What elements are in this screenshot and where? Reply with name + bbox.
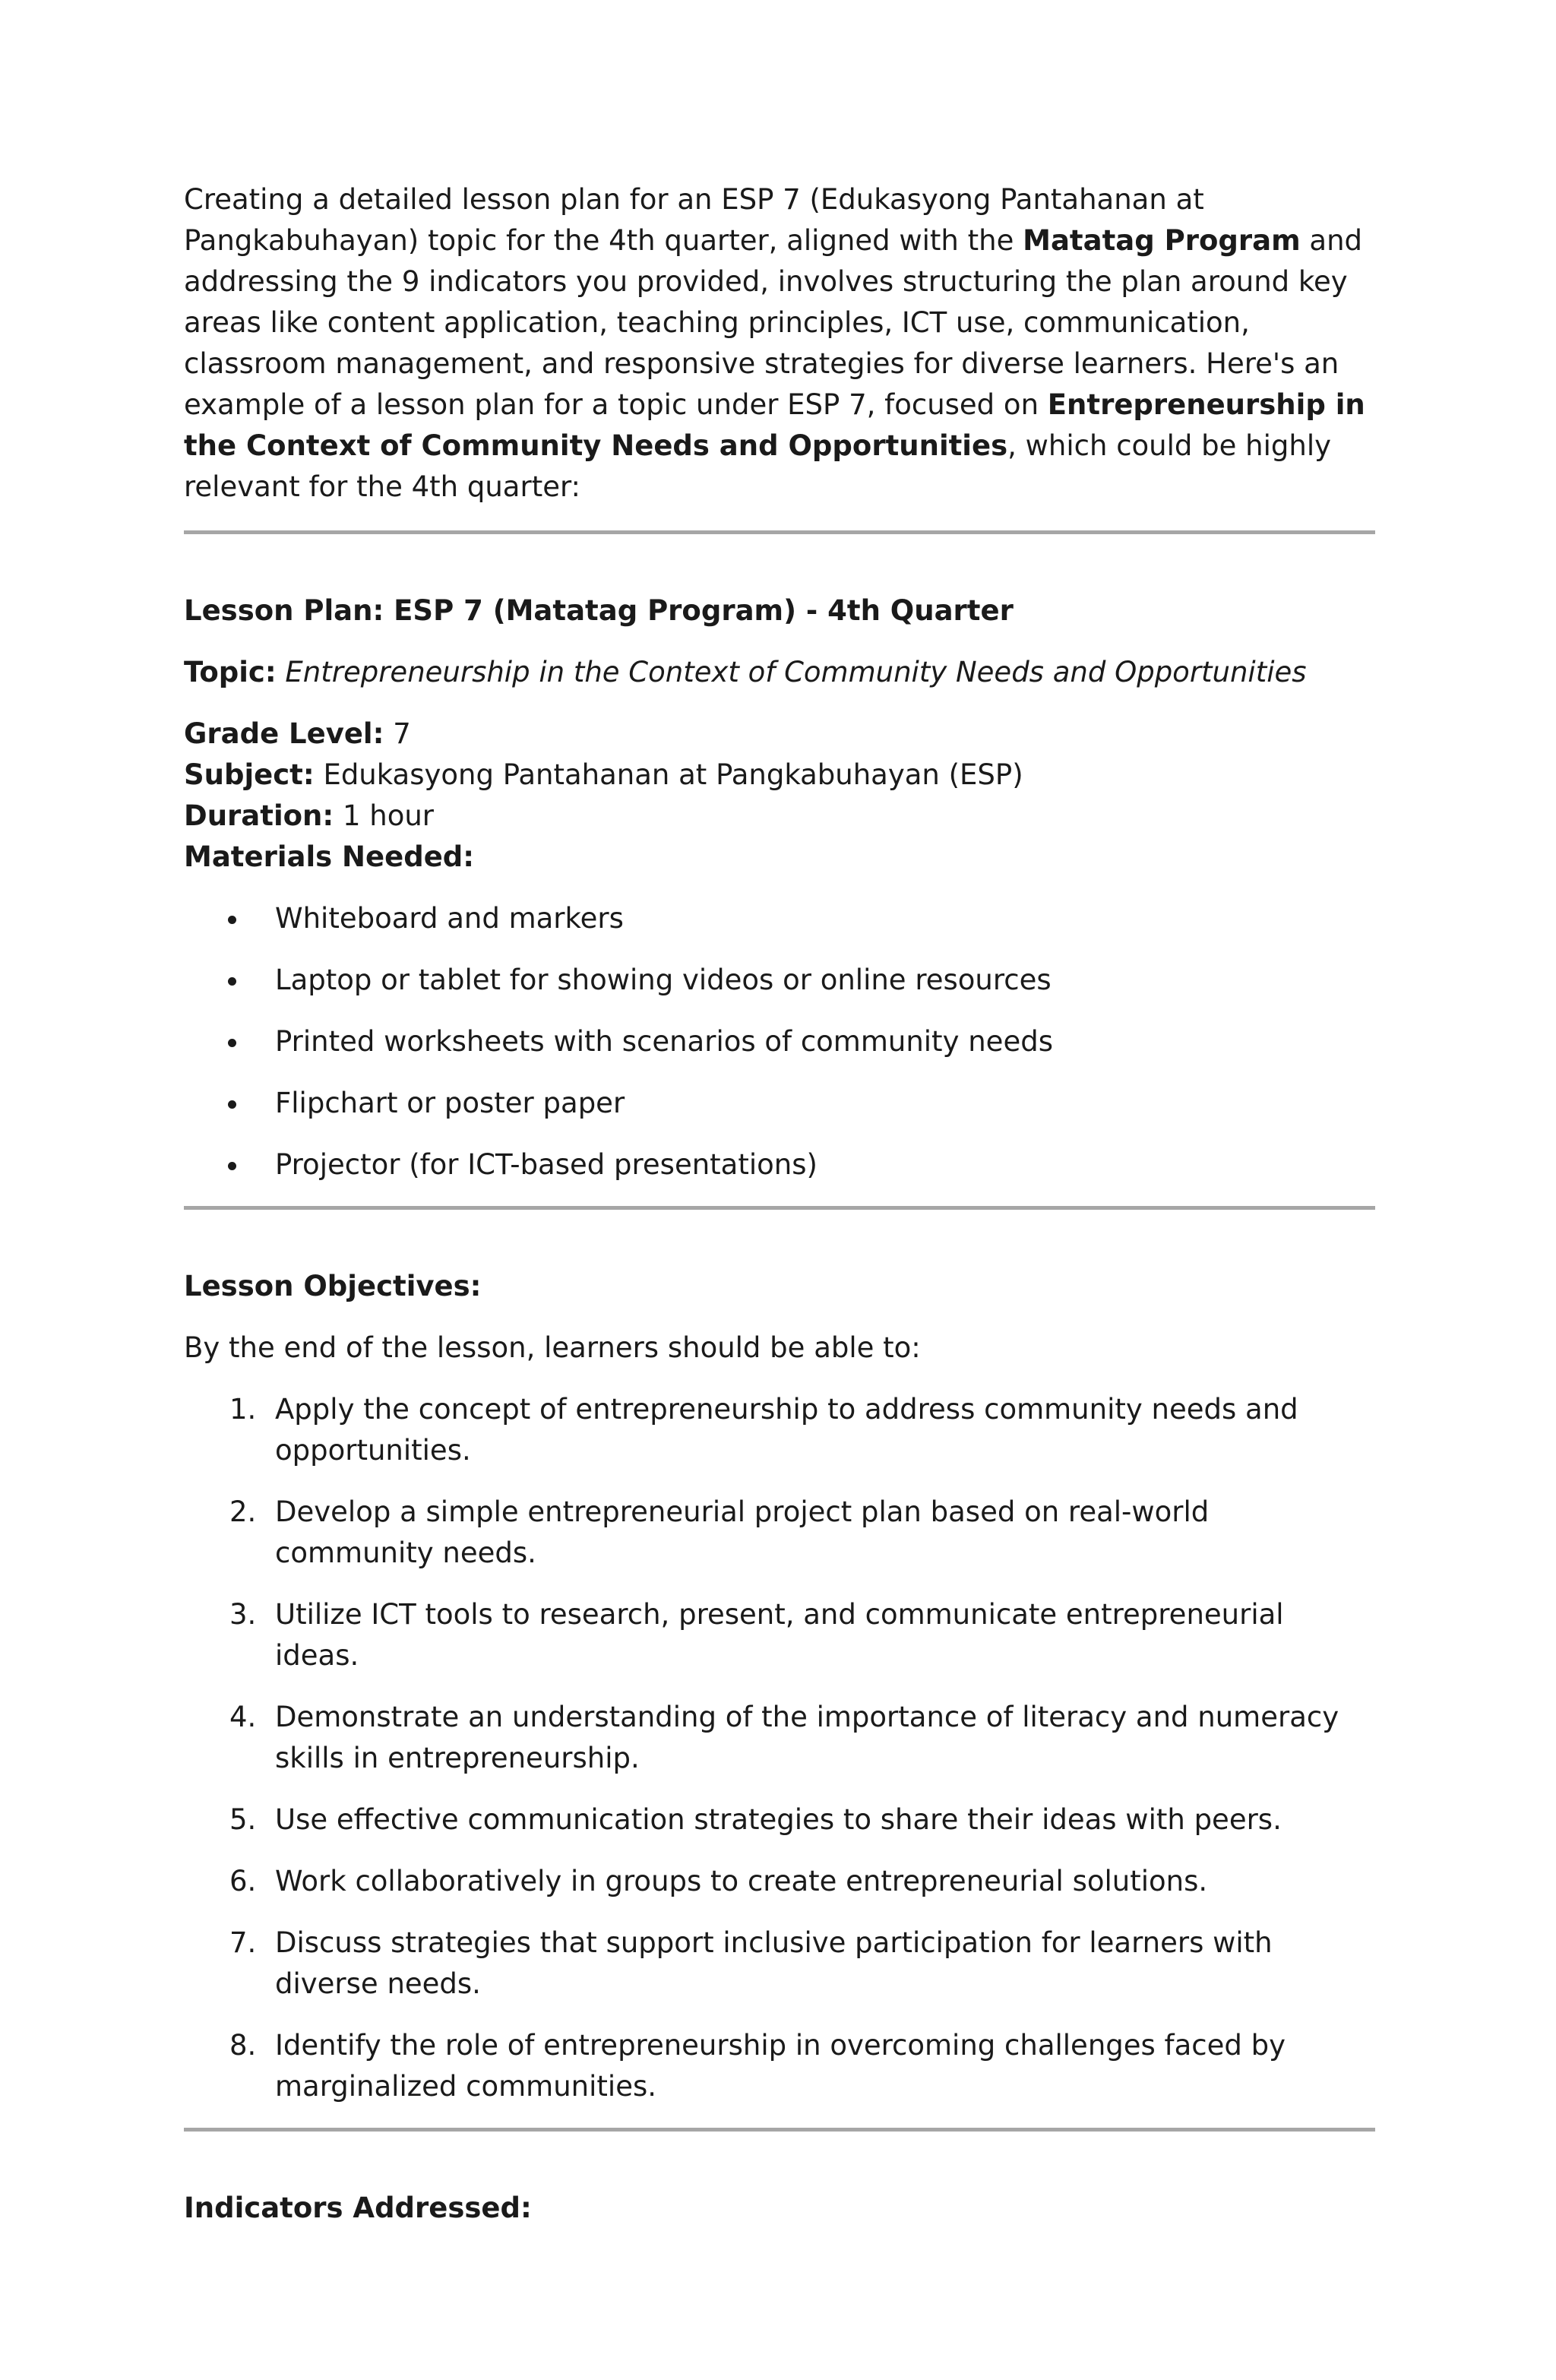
duration-value: 1 hour <box>342 799 435 832</box>
objective-text: Identify the role of entrepreneurship in overcoming challenges faced by marginalized communities. <box>275 2029 1286 2103</box>
intro-bold-topic: Entrepreneurship in the Context of Community Needs and Opportunities <box>184 388 1365 462</box>
list-item <box>184 1594 1375 1676</box>
list-item <box>184 1861 1375 1902</box>
objectives-list <box>184 1389 1375 2107</box>
subject-label: Subject: <box>184 758 315 791</box>
list-item <box>184 1697 1375 1779</box>
bullet-icon <box>228 1100 236 1109</box>
item-number: 3. <box>229 1598 257 1631</box>
intro-text-3: , which could be highly relevant for the 4th quarter: <box>184 429 1332 503</box>
item-number: 1. <box>229 1393 257 1426</box>
objective-text: Discuss strategies that support inclusive participation for learners with diverse needs. <box>275 1926 1273 2000</box>
lesson-plan-section <box>184 590 1375 1185</box>
materials-label: Materials Needed: <box>184 840 475 873</box>
list-item <box>184 1389 1375 1471</box>
objective-text: Demonstrate an understanding of the importance of literacy and numeracy skills in entrepreneurship. <box>275 1701 1339 1774</box>
objective-text: Develop a simple entrepreneurial project plan based on real-world community needs. <box>275 1495 1210 1569</box>
list-item <box>184 1923 1375 2005</box>
item-number: 8. <box>229 2029 257 2062</box>
item-number: 4. <box>229 1701 257 1733</box>
intro-bold-program: Matatag Program <box>1023 224 1301 257</box>
material-text: Printed worksheets with scenarios of community needs <box>275 1025 1053 1058</box>
grade-label: Grade Level: <box>184 717 384 750</box>
material-text: Laptop or tablet for showing videos or online resources <box>275 964 1052 996</box>
divider-2 <box>184 1206 1375 1210</box>
duration-label: Duration: <box>184 799 334 832</box>
list-item <box>184 898 1375 939</box>
topic-line <box>184 652 1375 693</box>
bullet-icon <box>228 1162 236 1170</box>
bullet-icon <box>228 916 236 924</box>
grade-line <box>184 714 1375 755</box>
material-text: Whiteboard and markers <box>275 902 624 935</box>
objective-text: Apply the concept of entrepreneurship to address community needs and opportunities. <box>275 1393 1298 1467</box>
bullet-icon <box>228 977 236 986</box>
material-text: Projector (for ICT-based presentations) <box>275 1148 818 1181</box>
document-body <box>184 179 1375 2229</box>
list-item <box>184 1799 1375 1840</box>
list-item <box>184 960 1375 1001</box>
objective-text: Use effective communication strategies to share their ideas with peers. <box>275 1803 1282 1836</box>
list-item <box>184 1021 1375 1062</box>
indicators-section <box>184 2188 1375 2229</box>
subject-line <box>184 755 1375 796</box>
lesson-plan-title: Lesson Plan: ESP 7 (Matatag Program) - 4th Quarter <box>184 594 1014 627</box>
bullet-icon <box>228 1039 236 1047</box>
topic-label: Topic: <box>184 656 277 688</box>
grade-value: 7 <box>393 717 411 750</box>
list-item <box>184 1083 1375 1124</box>
objective-text: Work collaboratively in groups to create entrepreneurial solutions. <box>275 1865 1208 1897</box>
item-number: 2. <box>229 1495 257 1528</box>
intro-text-2: and addressing the 9 indicators you provided, involves structuring the plan around key areas like content application, teaching principles, ICT use, communication, classroom management, and responsive strategies for diverse learners. Here's an example of a lesson plan for a topic under ESP 7, focused on <box>184 224 1363 421</box>
duration-line <box>184 796 1375 837</box>
list-item <box>184 2025 1375 2107</box>
material-text: Flipchart or poster paper <box>275 1087 625 1119</box>
subject-value: Edukasyong Pantahanan at Pangkabuhayan (ESP) <box>323 758 1023 791</box>
item-number: 5. <box>229 1803 257 1836</box>
objective-text: Utilize ICT tools to research, present, and communicate entrepreneurial ideas. <box>275 1598 1284 1672</box>
intro-text-1: Creating a detailed lesson plan for an ESP 7 (Edukasyong Pantahanan at Pangkabuhayan) topic for the 4th quarter, aligned with the <box>184 183 1204 257</box>
intro-paragraph <box>184 179 1375 508</box>
item-number: 7. <box>229 1926 257 1959</box>
objectives-title: Lesson Objectives: <box>184 1270 482 1302</box>
objectives-lead: By the end of the lesson, learners should be able to: <box>184 1331 921 1364</box>
lesson-meta <box>184 714 1375 878</box>
materials-list <box>184 898 1375 1185</box>
item-number: 6. <box>229 1865 257 1897</box>
divider-1 <box>184 530 1375 534</box>
indicators-title: Indicators Addressed: <box>184 2192 532 2224</box>
objectives-section <box>184 1266 1375 2107</box>
divider-3 <box>184 2128 1375 2132</box>
list-item <box>184 1492 1375 1574</box>
list-item <box>184 1144 1375 1185</box>
topic-value: Entrepreneurship in the Context of Community Needs and Opportunities <box>285 656 1307 688</box>
